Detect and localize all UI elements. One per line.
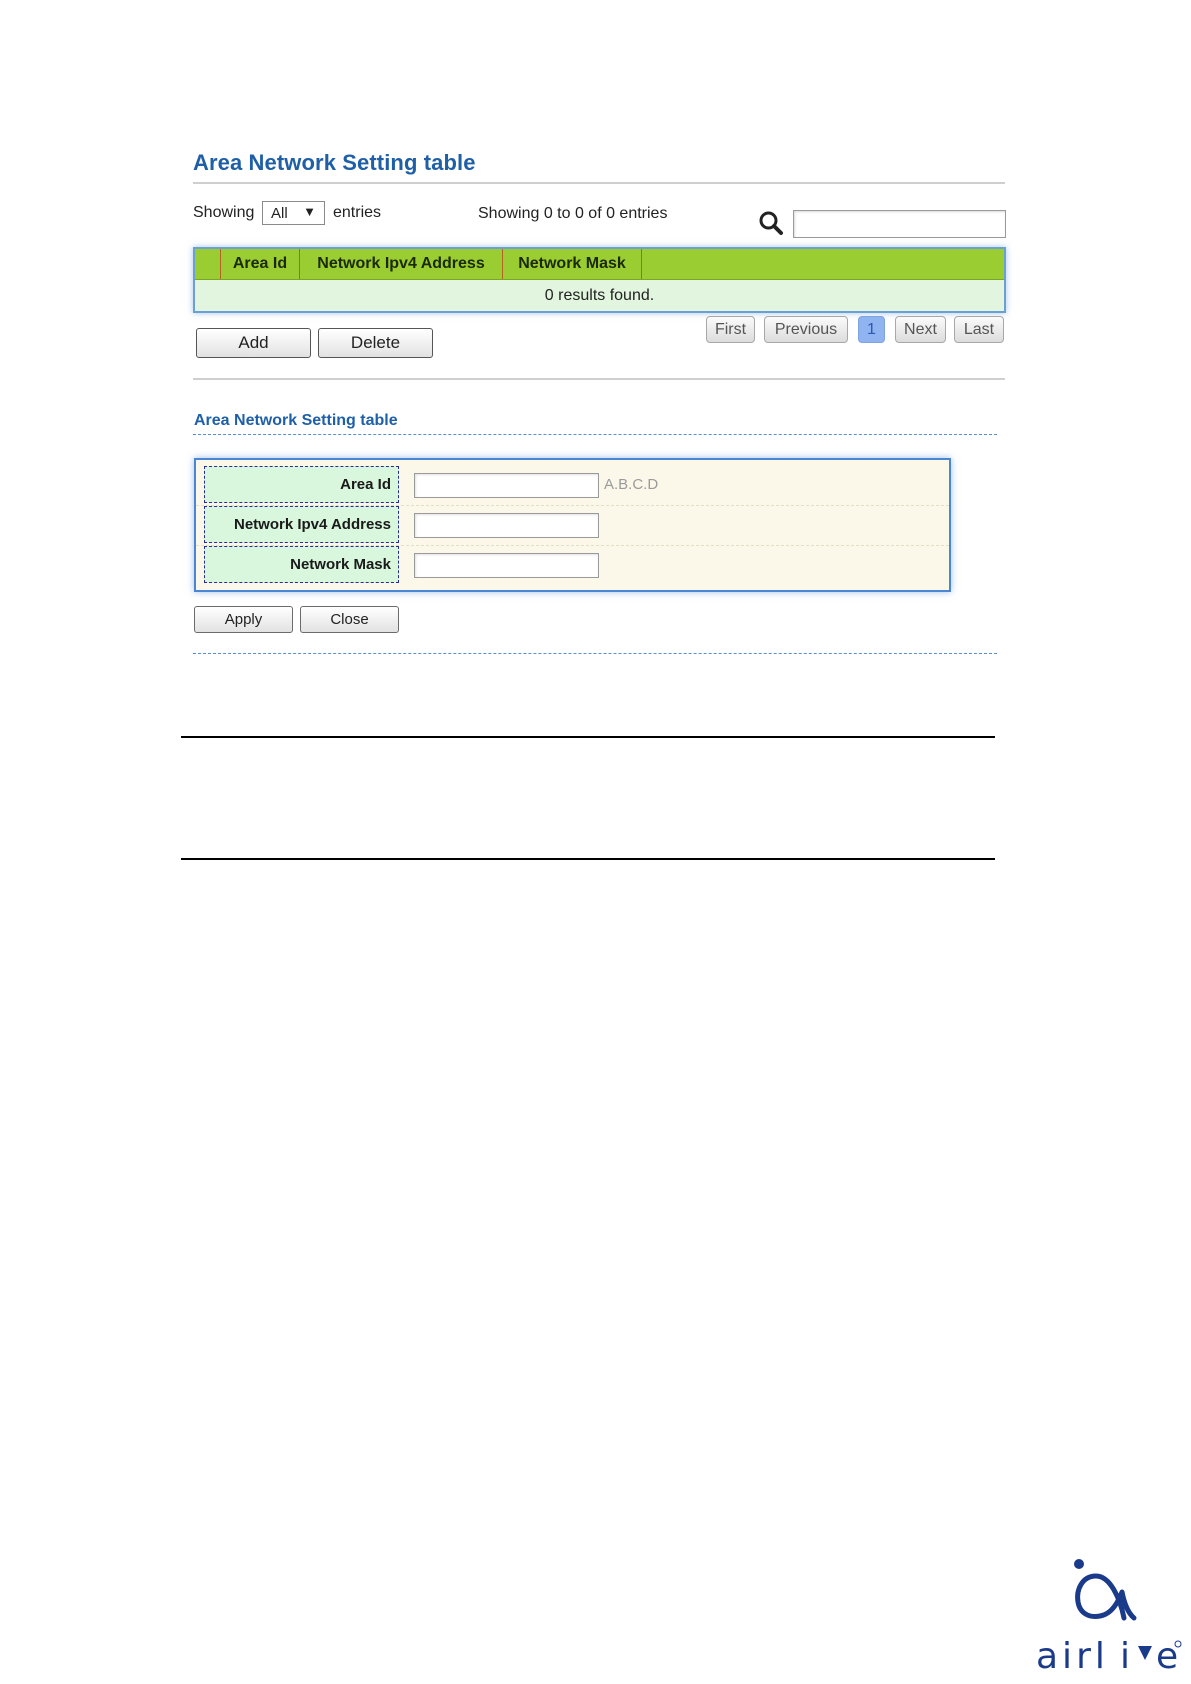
pagination-last-button[interactable]: Last (954, 316, 1004, 343)
network-mask-input[interactable] (414, 553, 599, 578)
search-input[interactable] (793, 210, 1006, 238)
form-row-network-ipv4-address (196, 506, 949, 546)
form-title: Area Network Setting table (194, 412, 398, 429)
airlive-logo (1032, 1556, 1182, 1676)
add-button[interactable]: Add (196, 328, 311, 358)
table-header-row (195, 249, 1004, 280)
network-mask-label: Network Mask (204, 546, 399, 583)
page-title: Area Network Setting table (193, 150, 476, 175)
title-divider (193, 182, 1005, 184)
dropdown-arrow-icon: ▼ (303, 204, 316, 219)
network-ipv4-address-label: Network Ipv4 Address (204, 506, 399, 543)
table-info-text: Showing 0 to 0 of 0 entries (478, 205, 668, 222)
close-button[interactable]: Close (300, 606, 399, 633)
area-network-table (193, 247, 1006, 313)
document-rule-bottom (181, 858, 995, 860)
search-icon[interactable] (757, 209, 785, 237)
column-header-network-ipv4-address[interactable]: Network Ipv4 Address (300, 249, 503, 279)
column-header-select[interactable] (195, 249, 221, 279)
pagination-next-button[interactable]: Next (895, 316, 946, 343)
area-id-input[interactable] (414, 473, 599, 498)
area-id-format-hint: A.B.C.D (604, 476, 659, 493)
pagination-previous-button[interactable]: Previous (764, 316, 848, 343)
network-ipv4-address-input[interactable] (414, 513, 599, 538)
showing-label: Showing (193, 204, 255, 221)
form-row-area-id (196, 466, 949, 506)
svg-text:airl: airl (1036, 1636, 1109, 1676)
entries-select-value: All (271, 205, 288, 222)
area-id-label: Area Id (204, 466, 399, 503)
empty-results-row: 0 results found. (544, 287, 655, 304)
column-header-network-mask[interactable]: Network Mask (503, 249, 642, 279)
entries-per-page-select[interactable] (262, 201, 325, 225)
form-top-divider (193, 434, 997, 435)
section-divider (193, 378, 1005, 380)
entries-label: entries (333, 204, 382, 221)
document-rule-top (181, 736, 995, 738)
pagination-first-button[interactable]: First (706, 316, 755, 343)
area-network-form (194, 458, 951, 592)
svg-text:e: e (1156, 1636, 1179, 1676)
form-row-network-mask (196, 546, 949, 585)
apply-button[interactable]: Apply (194, 606, 293, 633)
column-header-area-id[interactable]: Area Id (221, 249, 300, 279)
form-bottom-divider (193, 653, 997, 654)
svg-text:i: i (1120, 1636, 1131, 1676)
delete-button[interactable]: Delete (318, 328, 433, 358)
pagination-page-1-button[interactable]: 1 (858, 316, 885, 343)
